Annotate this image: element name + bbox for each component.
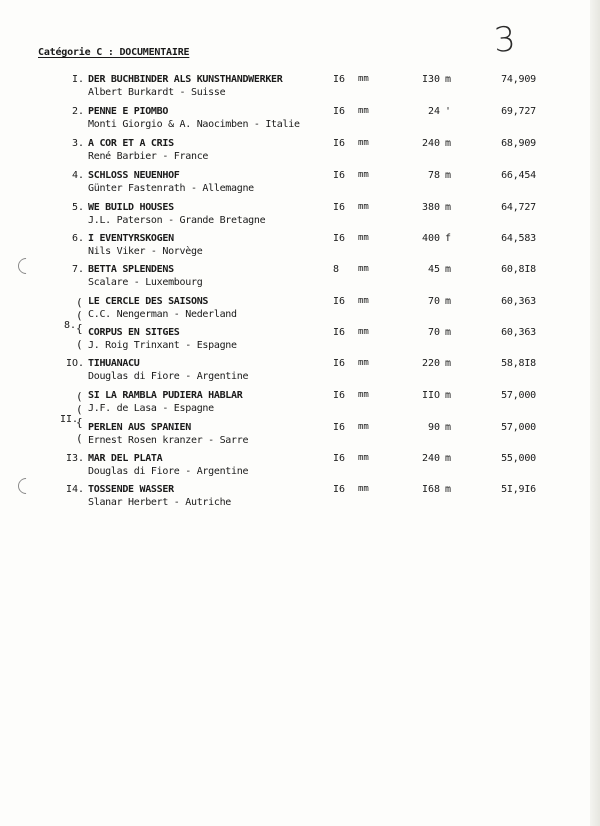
- film-title: SCHLOSS NEUENHOF: [88, 170, 180, 181]
- film-author-country: Günter Fastenrath - Allemagne: [88, 183, 254, 194]
- film-title: A COR ET A CRIS: [88, 138, 174, 149]
- film-entry: [0, 296, 600, 328]
- film-gauge: I6: [333, 106, 346, 117]
- gauge-unit: mm: [358, 138, 369, 148]
- film-author-country: J.F. de Lasa - Espagne: [88, 403, 214, 414]
- film-score: 60,8I8: [501, 264, 536, 275]
- film-gauge: I6: [333, 390, 346, 401]
- group-number: 8.: [64, 320, 77, 331]
- film-title: PERLEN AUS SPANIEN: [88, 422, 191, 433]
- film-score: 66,454: [501, 170, 536, 181]
- gauge-unit: mm: [358, 170, 369, 180]
- film-gauge: I6: [333, 327, 346, 338]
- film-title: MAR DEL PLATA: [88, 453, 163, 464]
- film-gauge: I6: [333, 138, 346, 149]
- film-length: 220: [421, 358, 440, 369]
- film-length: 400: [421, 233, 440, 244]
- gauge-unit: mm: [358, 358, 369, 368]
- film-gauge: I6: [333, 358, 346, 369]
- bracket-mark: (: [76, 390, 83, 403]
- film-length: 70: [427, 327, 440, 338]
- entry-number: 6.: [71, 233, 84, 244]
- film-length: I68: [421, 484, 440, 495]
- gauge-unit: mm: [358, 74, 369, 84]
- film-author-country: J. Roig Trinxant - Espagne: [88, 340, 237, 351]
- gauge-unit: mm: [358, 422, 369, 432]
- film-author-country: Ernest Rosen kranzer - Sarre: [88, 435, 249, 446]
- film-title: LE CERCLE DES SAISONS: [88, 296, 209, 307]
- film-length: 24: [427, 106, 440, 117]
- bracket-mark: (: [76, 309, 83, 322]
- length-unit: m: [445, 296, 452, 307]
- bracket-mark: {: [76, 322, 83, 335]
- film-entry: [0, 484, 600, 516]
- gauge-unit: mm: [358, 327, 369, 337]
- film-entry: [0, 170, 600, 202]
- film-entry: [0, 390, 600, 422]
- length-unit: m: [445, 264, 452, 275]
- film-score: 60,363: [501, 296, 536, 307]
- film-score: 5I,9I6: [501, 484, 536, 495]
- film-title: TOSSENDE WASSER: [88, 484, 174, 495]
- bracket-mark: (: [76, 432, 83, 445]
- film-score: 57,000: [501, 422, 536, 433]
- film-length: IIO: [421, 390, 440, 401]
- length-unit: m: [445, 170, 452, 181]
- bracket-mark: (: [76, 403, 83, 416]
- length-unit: m: [445, 484, 452, 495]
- film-author-country: René Barbier - France: [88, 151, 209, 162]
- entry-number: IO.: [65, 358, 84, 369]
- film-entry: [0, 358, 600, 390]
- film-author-country: Douglas di Fiore - Argentine: [88, 371, 249, 382]
- gauge-unit: mm: [358, 484, 369, 494]
- film-score: 58,8I8: [501, 358, 536, 369]
- entry-number: I.: [71, 74, 84, 85]
- entry-number: 5.: [71, 202, 84, 213]
- gauge-unit: mm: [358, 202, 369, 212]
- category-title: Catégorie C : DOCUMENTAIRE: [38, 47, 190, 58]
- film-author-country: C.C. Nengerman - Nederland: [88, 309, 237, 320]
- length-unit: m: [445, 74, 452, 85]
- film-author-country: Albert Burkardt - Suisse: [88, 87, 226, 98]
- film-gauge: I6: [333, 233, 346, 244]
- group-number: II.: [60, 414, 79, 425]
- gauge-unit: mm: [358, 296, 369, 306]
- film-entry: [0, 138, 600, 170]
- handwritten-page-number: 3: [492, 19, 518, 61]
- entry-number: I3.: [65, 453, 84, 464]
- film-score: 69,727: [501, 106, 536, 117]
- film-author-country: Slanar Herbert - Autriche: [88, 497, 232, 508]
- entry-number: 2.: [71, 106, 84, 117]
- length-unit: m: [445, 327, 452, 338]
- length-unit: m: [445, 138, 452, 149]
- film-title: TIHUANACU: [88, 358, 140, 369]
- entry-number: 7.: [71, 264, 84, 275]
- gauge-unit: mm: [358, 264, 369, 274]
- film-title: CORPUS EN SITGES: [88, 327, 180, 338]
- length-unit: ': [445, 106, 452, 117]
- film-gauge: I6: [333, 484, 346, 495]
- bracket-mark: (: [76, 296, 83, 309]
- film-entry: [0, 453, 600, 485]
- film-length: 240: [421, 453, 440, 464]
- film-length: 240: [421, 138, 440, 149]
- film-length: 90: [427, 422, 440, 433]
- length-unit: m: [445, 202, 452, 213]
- film-author-country: J.L. Paterson - Grande Bretagne: [88, 215, 266, 226]
- film-gauge: I6: [333, 453, 346, 464]
- film-author-country: Scalare - Luxembourg: [88, 277, 203, 288]
- film-entry: [0, 233, 600, 265]
- gauge-unit: mm: [358, 106, 369, 116]
- film-score: 64,727: [501, 202, 536, 213]
- film-title: BETTA SPLENDENS: [88, 264, 174, 275]
- film-score: 68,909: [501, 138, 536, 149]
- entry-number: 3.: [71, 138, 84, 149]
- bracket-mark: {: [76, 416, 83, 429]
- film-gauge: I6: [333, 74, 346, 85]
- gauge-unit: mm: [358, 453, 369, 463]
- film-entry: [0, 74, 600, 106]
- film-gauge: I6: [333, 170, 346, 181]
- length-unit: f: [445, 233, 452, 244]
- gauge-unit: mm: [358, 233, 369, 243]
- film-title: SI LA RAMBLA PUDIERA HABLAR: [88, 390, 243, 401]
- film-title: WE BUILD HOUSES: [88, 202, 174, 213]
- bracket-mark: (: [76, 338, 83, 351]
- film-gauge: I6: [333, 422, 346, 433]
- film-score: 74,909: [501, 74, 536, 85]
- film-score: 64,583: [501, 233, 536, 244]
- film-length: 380: [421, 202, 440, 213]
- film-author-country: Nils Viker - Norvège: [88, 246, 203, 257]
- film-gauge: I6: [333, 202, 346, 213]
- film-entry: [0, 106, 600, 138]
- film-entry: [0, 327, 600, 359]
- film-gauge: I6: [333, 296, 346, 307]
- film-length: 70: [427, 296, 440, 307]
- entry-number: 4.: [71, 170, 84, 181]
- film-title: PENNE E PIOMBO: [88, 106, 169, 117]
- film-length: 45: [427, 264, 440, 275]
- film-gauge: 8: [333, 264, 340, 275]
- length-unit: m: [445, 422, 452, 433]
- film-entry: [0, 264, 600, 296]
- length-unit: m: [445, 358, 452, 369]
- film-author-country: Monti Giorgio & A. Naocimben - Italie: [88, 119, 300, 130]
- film-author-country: Douglas di Fiore - Argentine: [88, 466, 249, 477]
- entry-number: I4.: [65, 484, 84, 495]
- film-title: DER BUCHBINDER ALS KUNSTHANDWERKER: [88, 74, 283, 85]
- length-unit: m: [445, 453, 452, 464]
- film-entry: [0, 202, 600, 234]
- film-length: 78: [427, 170, 440, 181]
- film-score: 60,363: [501, 327, 536, 338]
- film-score: 57,000: [501, 390, 536, 401]
- film-length: I30: [421, 74, 440, 85]
- film-score: 55,000: [501, 453, 536, 464]
- film-title: I EVENTYRSKOGEN: [88, 233, 174, 244]
- gauge-unit: mm: [358, 390, 369, 400]
- film-entry: [0, 422, 600, 454]
- length-unit: m: [445, 390, 452, 401]
